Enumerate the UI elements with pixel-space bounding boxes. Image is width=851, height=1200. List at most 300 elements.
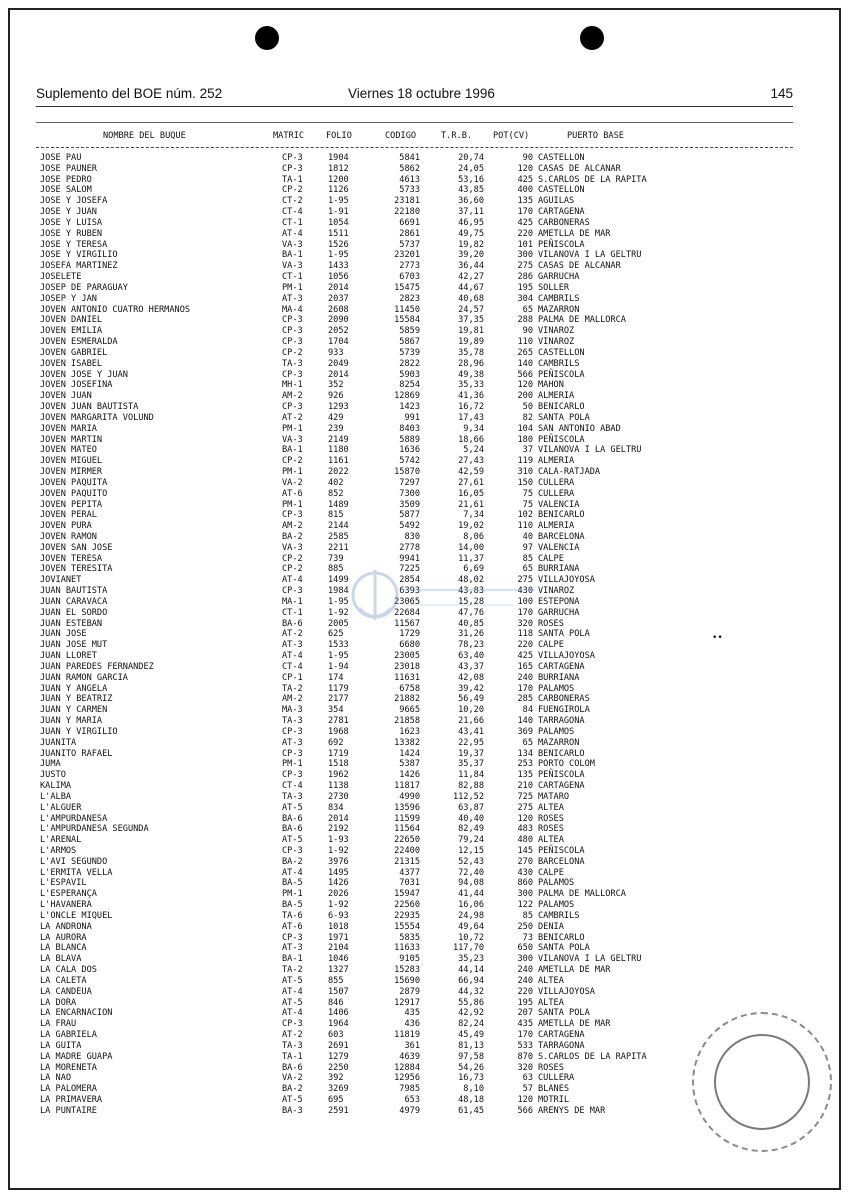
vessel-name: JOSE PAUNER	[40, 163, 97, 174]
vessel-port: MAHON	[538, 380, 564, 391]
vessel-matric: AM-2	[282, 694, 303, 705]
vessel-name: LA FRAU	[40, 1019, 77, 1030]
vessel-folio: 1-93	[328, 835, 349, 846]
vessel-name: L'AMPURDANESA SEGUNDA	[40, 824, 149, 835]
vessel-matric: BA-3	[282, 1105, 303, 1116]
vessel-trb: 117,70	[452, 943, 484, 954]
vessel-trb: 49,64	[458, 921, 484, 932]
vessel-matric: CP-3	[282, 326, 303, 337]
table-row	[0, 445, 851, 456]
vessel-matric: TA-1	[282, 174, 303, 185]
vessel-codigo: 13382	[394, 737, 420, 748]
vessel-codigo: 1636	[399, 445, 420, 456]
table-row	[0, 196, 851, 207]
vessel-name: JOSE Y RUBEN	[40, 228, 103, 239]
vessel-matric: PM-1	[282, 282, 303, 293]
vessel-folio: 1200	[328, 174, 349, 185]
vessel-name: JOVEN DANIEL	[40, 315, 103, 326]
vessel-port: VALENCIA	[538, 499, 580, 510]
vessel-matric: CP-3	[282, 153, 303, 163]
vessel-port: ALTEA	[538, 835, 564, 846]
vessel-trb: 22,95	[458, 737, 484, 748]
vessel-folio: 846	[328, 997, 344, 1008]
table-row	[0, 998, 851, 1009]
vessel-name: JOVEN PURA	[40, 521, 92, 532]
vessel-port: GARRUCHA	[538, 272, 580, 283]
vessel-port: MOTRIL	[538, 1095, 570, 1106]
vessel-name: JUAN Y ANGELA	[40, 683, 108, 694]
vessel-folio: 1179	[328, 683, 349, 694]
table-row	[0, 965, 851, 976]
vessel-pot: 120	[517, 163, 533, 174]
vessel-folio: 2691	[328, 1040, 349, 1051]
vessel-name: LA ANDRONA	[40, 921, 92, 932]
vessel-folio: 1046	[328, 954, 349, 965]
vessel-folio: 352	[328, 380, 344, 391]
vessel-trb: 10,20	[458, 705, 484, 716]
table-row	[0, 402, 851, 413]
vessel-port: CULLERA	[538, 488, 575, 499]
vessel-name: JOSE Y LUISA	[40, 217, 103, 228]
vessel-trb: 14,00	[458, 542, 484, 553]
vessel-pot: 220	[517, 228, 533, 239]
vessel-matric: CP-3	[282, 337, 303, 348]
vessel-port: TARRAGONA	[538, 716, 585, 727]
vessel-port: BENICARLO	[538, 402, 585, 413]
table-row	[0, 240, 851, 251]
vessel-codigo: 1423	[399, 402, 420, 413]
table-row	[0, 846, 851, 857]
vessel-folio: 3976	[328, 856, 349, 867]
table-row	[0, 164, 851, 175]
vessel-pot: 170	[517, 1030, 533, 1041]
vessel-matric: CT-4	[282, 207, 303, 218]
vessel-pot: 135	[517, 770, 533, 781]
table-row	[0, 532, 851, 543]
vessel-port: ROSES	[538, 824, 564, 835]
vessel-folio: 402	[328, 477, 344, 488]
vessel-codigo: 2778	[399, 542, 420, 553]
vessel-matric: CP-2	[282, 564, 303, 575]
vessel-trb: 81,13	[458, 1040, 484, 1051]
vessel-codigo: 7225	[399, 564, 420, 575]
vessel-trb: 36,60	[458, 196, 484, 207]
vessel-pot: 725	[517, 791, 533, 802]
vessel-matric: CP-3	[282, 586, 303, 597]
vessel-folio: 1180	[328, 445, 349, 456]
vessel-port: AMETLLA DE MAR	[538, 965, 611, 976]
vessel-trb: 16,05	[458, 488, 484, 499]
vessel-codigo: 5739	[399, 347, 420, 358]
vessel-trb: 39,20	[458, 250, 484, 261]
vessel-trb: 16,06	[458, 900, 484, 911]
vessel-name: JOVEN MIRMER	[40, 467, 103, 478]
vessel-folio: 1511	[328, 228, 349, 239]
vessel-port: BURRIANA	[538, 672, 580, 683]
vessel-folio: 2250	[328, 1062, 349, 1073]
vessel-matric: AT-3	[282, 293, 303, 304]
table-row	[0, 435, 851, 446]
vessel-codigo: 7031	[399, 878, 420, 889]
vessel-name: JOVEN PAQUITA	[40, 477, 108, 488]
vessel-matric: CP-3	[282, 163, 303, 174]
vessel-name: JOVEN MARIA	[40, 423, 97, 434]
vessel-name: L'AVI SEGUNDO	[40, 856, 108, 867]
vessel-codigo: 15584	[394, 315, 420, 326]
vessel-pot: 430	[517, 867, 533, 878]
vessel-pot: 195	[517, 282, 533, 293]
vessel-name: JOSEP DE PARAGUAY	[40, 282, 128, 293]
table-row	[0, 662, 851, 673]
vessel-matric: AT-5	[282, 975, 303, 986]
table-row	[0, 911, 851, 922]
table-row	[0, 1008, 851, 1019]
vessel-name: JUAN Y CARMEN	[40, 705, 108, 716]
table-row	[0, 424, 851, 435]
vessel-trb: 16,72	[458, 402, 484, 413]
vessel-matric: BA-1	[282, 954, 303, 965]
vessel-matric: BA-6	[282, 1062, 303, 1073]
table-row	[0, 749, 851, 760]
vessel-port: SANTA POLA	[538, 1008, 590, 1019]
vessel-codigo: 12917	[394, 997, 420, 1008]
vessel-port: CASTELLON	[538, 185, 585, 196]
vessel-port: SOLLER	[538, 282, 570, 293]
vessel-port: BENICARLO	[538, 932, 585, 943]
vessel-port: GARRUCHA	[538, 607, 580, 618]
vessel-port: VILLAJOYOSA	[538, 986, 595, 997]
table-row	[0, 467, 851, 478]
vessel-folio: 1-95	[328, 196, 349, 207]
vessel-port: PEÑISCOLA	[538, 434, 585, 445]
vessel-name: LA MORENETA	[40, 1062, 97, 1073]
vessel-codigo: 5862	[399, 163, 420, 174]
vessel-port: PEÑISCOLA	[538, 239, 585, 250]
table-row	[0, 315, 851, 326]
vessel-pot: 90	[522, 326, 533, 337]
vessel-pot: 480	[517, 835, 533, 846]
vessel-codigo: 5859	[399, 326, 420, 337]
vessel-codigo: 22684	[394, 607, 420, 618]
vessel-folio: 1533	[328, 640, 349, 651]
vessel-name: JOVEN GABRIEL	[40, 347, 108, 358]
vessel-pot: 210	[517, 781, 533, 792]
vessel-codigo: 21882	[394, 694, 420, 705]
vessel-pot: 320	[517, 618, 533, 629]
vessel-name: L'ALBA	[40, 791, 72, 802]
vessel-pot: 104	[517, 423, 533, 434]
table-row	[0, 781, 851, 792]
vessel-pot: 170	[517, 683, 533, 694]
vessel-trb: 19,89	[458, 337, 484, 348]
col-header-trb: T.R.B.	[441, 131, 473, 141]
vessel-trb: 43,37	[458, 661, 484, 672]
vessel-trb: 63,87	[458, 802, 484, 813]
table-row	[0, 489, 851, 500]
vessel-codigo: 5737	[399, 239, 420, 250]
vessel-matric: AT-4	[282, 228, 303, 239]
table-row	[0, 456, 851, 467]
vessel-name: LA BLAVA	[40, 954, 82, 965]
table-row	[0, 348, 851, 359]
vessel-pot: 285	[517, 694, 533, 705]
vessel-codigo: 2773	[399, 261, 420, 272]
vessel-codigo: 7297	[399, 477, 420, 488]
vessel-port: VINAROZ	[538, 326, 575, 337]
vessel-trb: 41,36	[458, 391, 484, 402]
vessel-pot: 310	[517, 467, 533, 478]
col-header-name: NOMBRE DEL BUQUE	[103, 131, 186, 141]
table-row	[0, 337, 851, 348]
vessel-matric: CP-3	[282, 726, 303, 737]
table-row	[0, 716, 851, 727]
table-row	[0, 814, 851, 825]
vessel-codigo: 23005	[394, 651, 420, 662]
vessel-name: JOVEN ISABEL	[40, 358, 103, 369]
vessel-trb: 82,88	[458, 781, 484, 792]
vessel-pot: 320	[517, 1062, 533, 1073]
vessel-port: CARTAGENA	[538, 661, 585, 672]
vessel-matric: AT-2	[282, 1030, 303, 1041]
vessel-matric: MA-1	[282, 596, 303, 607]
vessel-port: PEÑISCOLA	[538, 369, 585, 380]
vessel-matric: CT-2	[282, 196, 303, 207]
vessel-trb: 15,28	[458, 596, 484, 607]
table-row	[0, 413, 851, 424]
table-row	[0, 370, 851, 381]
vessel-name: JOSE Y TERESA	[40, 239, 108, 250]
vessel-matric: CP-2	[282, 185, 303, 196]
vessel-codigo: 22650	[394, 835, 420, 846]
vessel-trb: 37,11	[458, 207, 484, 218]
vessel-port: PALAMOS	[538, 683, 575, 694]
vessel-name: JOVEN ANTONIO CUATRO HERMANOS	[40, 304, 191, 315]
vessel-matric: CT-1	[282, 217, 303, 228]
vessel-pot: 73	[522, 932, 533, 943]
vessel-pot: 533	[517, 1040, 533, 1051]
vessel-pot: 435	[517, 1019, 533, 1030]
vessel-matric: BA-1	[282, 445, 303, 456]
vessel-codigo: 2879	[399, 986, 420, 997]
vessel-codigo: 21315	[394, 856, 420, 867]
vessel-folio: 2014	[328, 369, 349, 380]
vessel-port: PORTO COLOM	[538, 759, 595, 770]
table-row	[0, 229, 851, 240]
vessel-name: JOVEN JOSEFINA	[40, 380, 113, 391]
vessel-name: JOVEN JUAN	[40, 391, 92, 402]
vessel-pot: 275	[517, 575, 533, 586]
vessel-codigo: 15947	[394, 889, 420, 900]
vessel-codigo: 435	[404, 1008, 420, 1019]
vessel-folio: 1-92	[328, 607, 349, 618]
vessel-name: JOVEN TERESITA	[40, 564, 113, 575]
vessel-pot: 860	[517, 878, 533, 889]
vessel-trb: 82,49	[458, 824, 484, 835]
vessel-pot: 85	[522, 553, 533, 564]
vessel-pot: 265	[517, 347, 533, 358]
vessel-name: LA AURORA	[40, 932, 87, 943]
table-row	[0, 153, 851, 164]
vessel-port: CULLERA	[538, 1073, 575, 1084]
vessel-codigo: 436	[404, 1019, 420, 1030]
vessel-port: PALMA DE MALLORCA	[538, 315, 626, 326]
vessel-folio: 2149	[328, 434, 349, 445]
vessel-trb: 78,23	[458, 640, 484, 651]
vessel-folio: 1704	[328, 337, 349, 348]
vessel-trb: 24,57	[458, 304, 484, 315]
vessel-port: AGUILAS	[538, 196, 575, 207]
vessel-port: CASTELLON	[538, 153, 585, 163]
vessel-codigo: 1426	[399, 770, 420, 781]
table-row	[0, 510, 851, 521]
publication-title: Suplemento del BOE núm. 252	[36, 86, 223, 101]
vessel-folio: 1489	[328, 499, 349, 510]
vessel-trb: 42,27	[458, 272, 484, 283]
vessel-name: JOVEN ESMERALDA	[40, 337, 118, 348]
vessel-port: CARBONERAS	[538, 217, 590, 228]
col-header-folio: FOLIO	[326, 131, 352, 141]
vessel-port: CALA-RATJADA	[538, 467, 601, 478]
vessel-codigo: 22400	[394, 846, 420, 856]
table-row	[0, 294, 851, 305]
vessel-port: PALAMOS	[538, 878, 575, 889]
vessel-codigo: 6758	[399, 683, 420, 694]
vessel-codigo: 1424	[399, 748, 420, 759]
vessel-port: CASTELLON	[538, 347, 585, 358]
vessel-trb: 49,38	[458, 369, 484, 380]
vessel-codigo: 830	[404, 531, 420, 542]
vessel-matric: BA-6	[282, 824, 303, 835]
table-row	[0, 889, 851, 900]
vessel-trb: 46,95	[458, 217, 484, 228]
vessel-port: BENICARLO	[538, 748, 585, 759]
vessel-codigo: 12884	[394, 1062, 420, 1073]
vessel-port: CALPE	[538, 867, 564, 878]
vessel-pot: 57	[522, 1084, 533, 1095]
vessel-pot: 430	[517, 586, 533, 597]
vessel-trb: 35,78	[458, 347, 484, 358]
vessel-name: L'ESPERANÇA	[40, 889, 97, 900]
vessel-matric: CP-1	[282, 672, 303, 683]
vessel-port: VILLAJOYOSA	[538, 651, 595, 662]
vessel-name: L'HAVANERA	[40, 900, 92, 911]
vessel-trb: 21,66	[458, 716, 484, 727]
vessel-folio: 1812	[328, 163, 349, 174]
vessel-matric: AT-2	[282, 629, 303, 640]
vessel-name: LA DORA	[40, 997, 77, 1008]
vessel-name: JOVEN JOSE Y JUAN	[40, 369, 128, 380]
vessel-matric: BA-1	[282, 250, 303, 261]
vessel-name: LA NAO	[40, 1073, 72, 1084]
vessel-folio: 2591	[328, 1105, 349, 1116]
vessel-matric: TA-2	[282, 965, 303, 976]
vessel-matric: BA-2	[282, 856, 303, 867]
col-header-puerto: PUERTO BASE	[567, 131, 624, 141]
table-row	[0, 943, 851, 954]
vessel-folio: 1-95	[328, 596, 349, 607]
punch-hole-left	[255, 26, 279, 50]
vessel-port: CARTAGENA	[538, 207, 585, 218]
vessel-folio: 3269	[328, 1084, 349, 1095]
col-header-matric: MATRIC	[273, 131, 305, 141]
vessel-name: L'ESPAVIL	[40, 878, 87, 889]
vessel-folio: 392	[328, 1073, 344, 1084]
vessel-codigo: 13596	[394, 802, 420, 813]
vessel-pot: 870	[517, 1051, 533, 1062]
vessel-pot: 75	[522, 488, 533, 499]
vessel-codigo: 4979	[399, 1105, 420, 1116]
vessel-port: SANTA POLA	[538, 629, 590, 640]
vessel-port: ARENYS DE MAR	[538, 1105, 606, 1116]
vessel-port: CAMBRILS	[538, 358, 580, 369]
vessel-folio: 2144	[328, 521, 349, 532]
vessel-codigo: 12869	[394, 391, 420, 402]
vessel-trb: 56,49	[458, 694, 484, 705]
vessel-matric: AM-2	[282, 391, 303, 402]
table-row	[0, 792, 851, 803]
vessel-name: L'ERMITA VELLA	[40, 867, 113, 878]
vessel-matric: AT-4	[282, 651, 303, 662]
table-row	[0, 640, 851, 651]
vessel-port: SANTA POLA	[538, 943, 590, 954]
vessel-pot: 300	[517, 250, 533, 261]
table-row	[0, 272, 851, 283]
vessel-name: JOVEN RAMON	[40, 531, 97, 542]
vessel-trb: 8,06	[463, 531, 484, 542]
vessel-trb: 19,81	[458, 326, 484, 337]
table-row	[0, 478, 851, 489]
vessel-folio: 1-95	[328, 651, 349, 662]
vessel-folio: 1279	[328, 1051, 349, 1062]
vessel-trb: 53,16	[458, 174, 484, 185]
vessel-trb: 27,61	[458, 477, 484, 488]
vessel-codigo: 5492	[399, 521, 420, 532]
table-row	[0, 250, 851, 261]
vessel-folio: 2192	[328, 824, 349, 835]
vessel-pot: 304	[517, 293, 533, 304]
vessel-port: ALMERIA	[538, 456, 575, 467]
vessel-port: SAN ANTONIO ABAD	[538, 423, 621, 434]
vessel-folio: 1056	[328, 272, 349, 283]
vessel-matric: CP-3	[282, 748, 303, 759]
vessel-name: JUAN Y VIRGILIO	[40, 726, 118, 737]
vessel-trb: 44,32	[458, 986, 484, 997]
vessel-matric: PM-1	[282, 467, 303, 478]
vessel-name: L'ARMOS	[40, 846, 77, 856]
vessel-pot: 65	[522, 304, 533, 315]
vessel-folio: 2005	[328, 618, 349, 629]
vessel-name: JOVEN PEPITA	[40, 499, 103, 510]
vessel-port: PALAMOS	[538, 900, 575, 911]
vessel-trb: 16,73	[458, 1073, 484, 1084]
vessel-codigo: 22180	[394, 207, 420, 218]
vessel-trb: 24,98	[458, 910, 484, 921]
vessel-pot: 425	[517, 174, 533, 185]
vessel-port: CULLERA	[538, 477, 575, 488]
vessel-folio: 1-95	[328, 250, 349, 261]
vessel-codigo: 11567	[394, 618, 420, 629]
vessel-codigo: 6691	[399, 217, 420, 228]
vessel-name: JUANITA	[40, 737, 77, 748]
vessel-codigo: 2822	[399, 358, 420, 369]
vessel-trb: 19,82	[458, 239, 484, 250]
vessel-pot: 253	[517, 759, 533, 770]
vessel-pot: 566	[517, 1105, 533, 1116]
vessel-codigo: 6680	[399, 640, 420, 651]
vessel-name: LA PALOMERA	[40, 1084, 97, 1095]
table-row	[0, 770, 851, 781]
vessel-folio: 1984	[328, 586, 349, 597]
